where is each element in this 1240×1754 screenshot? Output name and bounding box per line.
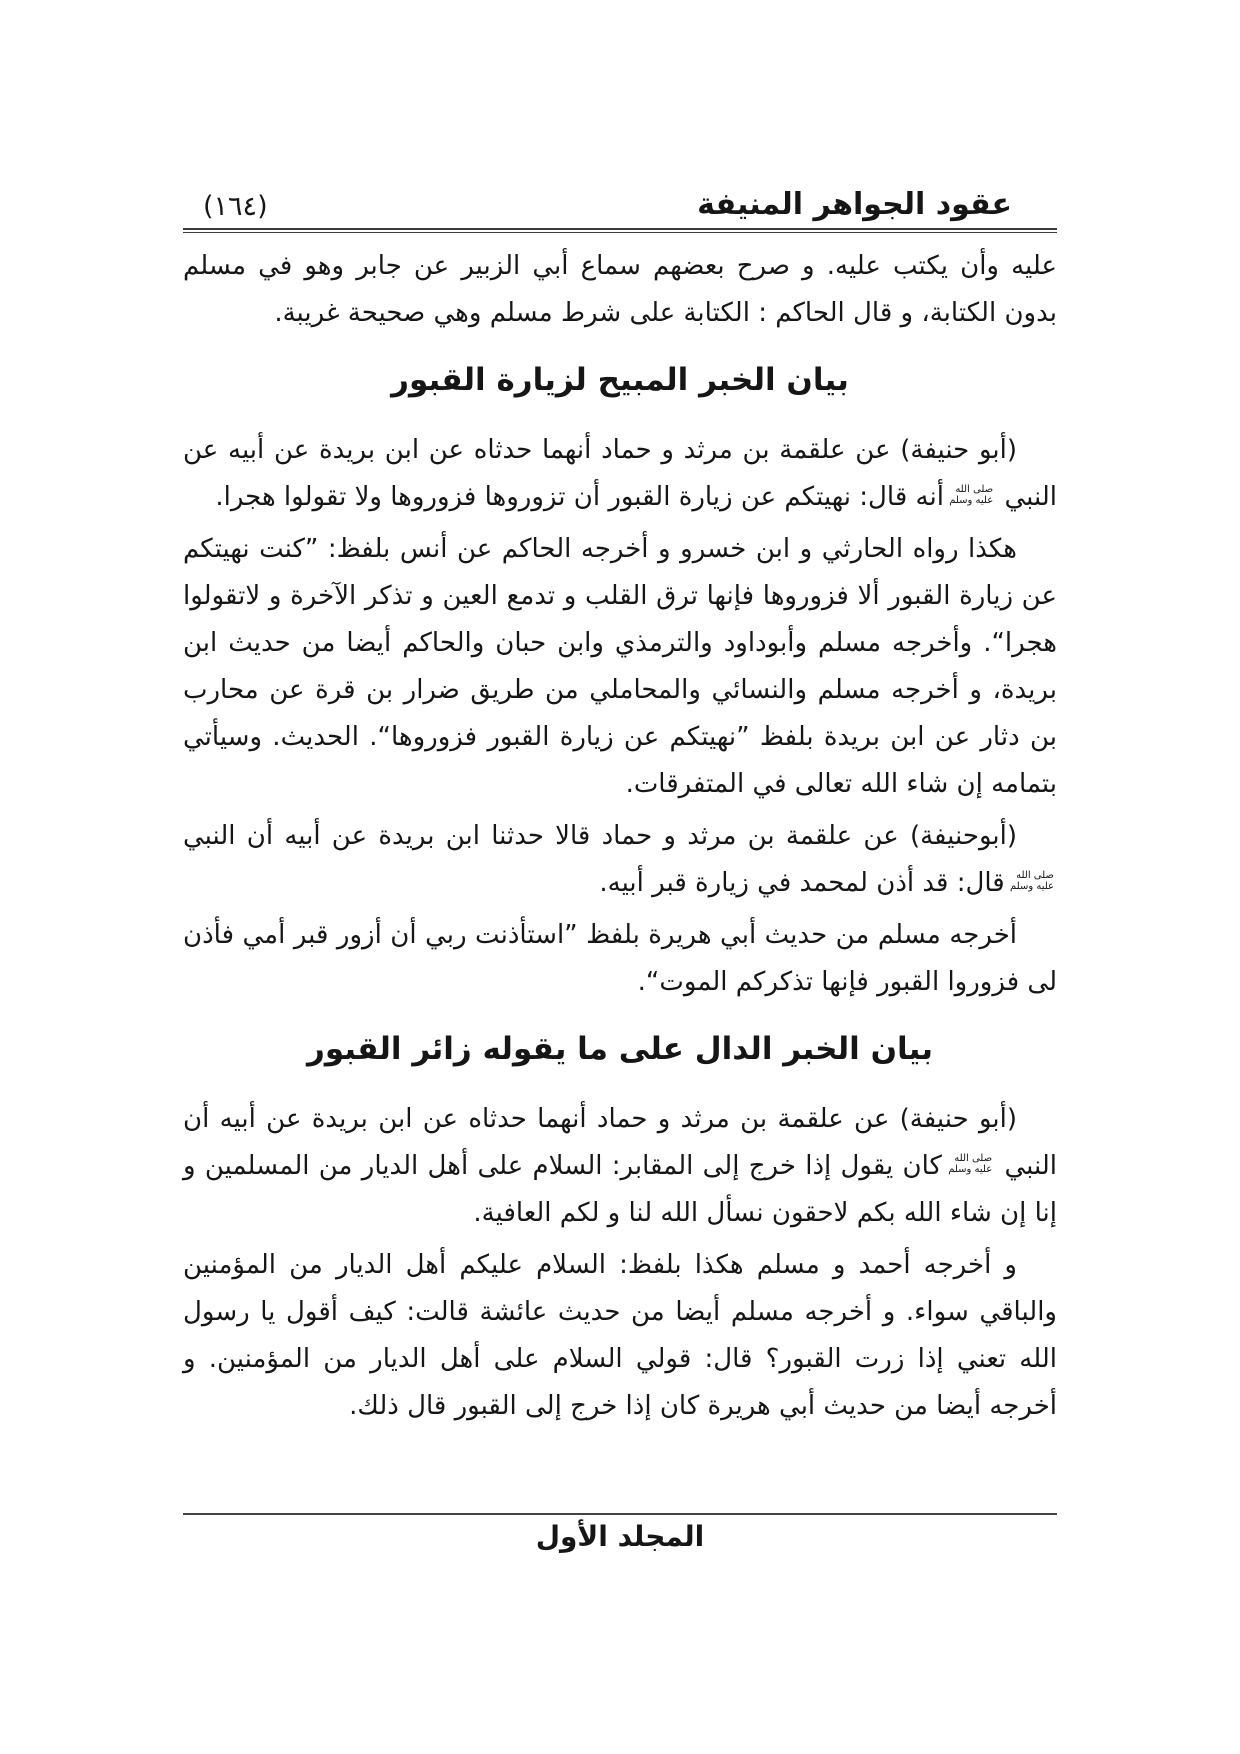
honorific-saw-icon: صلى الله عليه وسلم (949, 483, 994, 506)
volume-label: المجلد الأول (535, 1520, 705, 1553)
footer-rule (183, 1513, 1057, 1515)
page-header (183, 160, 1057, 228)
body-paragraph: (أبوحنيفة) عن علقمة بن مرثد و حماد قالا حدثنا ابن بريدة عن أبيه أن النبي صلى الله عليه وسلم قال: قد أذن لمحمد في زيارة قبر أبيه. (183, 821, 1054, 898)
header-rule (183, 228, 1057, 233)
section-heading: بيان الخبر الدال على ما يقوله زائر القبور (307, 1031, 933, 1067)
body-paragraph: و أخرجه أحمد و مسلم هكذا بلفظ: السلام عليكم أهل الديار من المؤمنين والباقي سواء. و أخرجه مسلم أيضا من حديث عائشة قالت: كيف أقول يا رسول الله تعني إذا زرت القبور؟ قال: قولي السلام على أهل الديار من المؤمنين. و أخرجه أيضا من حديث أبي هريرة كان إذا خرج إلى القبور قال ذلك. (183, 1250, 1057, 1421)
page-body (183, 243, 1057, 1435)
body-paragraph: أخرجه مسلم من حديث أبي هريرة بلفظ ”استأذنت ربي أن أزور قبر أمي فأذن لى فزوروا القبور فإنها تذكركم الموت“. (183, 920, 1057, 997)
body-paragraph: عليه وأن يكتب عليه. و صرح بعضهم سماع أبي الزبير عن جابر وهو في مسلم بدون الكتابة، و قال الحاكم : الكتابة على شرط مسلم وهي صحيحة غريبة. (183, 251, 1057, 328)
section-heading: بيان الخبر المبيح لزيارة القبور (391, 362, 849, 398)
body-paragraph: (أبو حنيفة) عن علقمة بن مرثد و حماد أنهما حدثاه عن ابن بريدة عن أبيه أن النبي صلى الله عليه وسلم كان يقول إذا خرج إلى المقابر: السلام على أهل الديار من المسلمين و إنا إن شاء الله بكم لاحقون نسأل الله لنا و لكم العافية. (183, 1104, 1057, 1228)
honorific-saw-icon: صلى الله عليه وسلم (1009, 869, 1054, 892)
body-paragraph: (أبو حنيفة) عن علقمة بن مرثد و حماد أنهما حدثاه عن ابن بريدة عن أبيه عن النبي صلى الله عليه وسلم أنه قال: نهيتكم عن زيارة القبور أن تزوروها فزوروها ولا تقولوا هجرا. (183, 435, 1057, 512)
honorific-saw-icon: صلى الله عليه وسلم (948, 1152, 993, 1175)
book-title: عقود الجواهر المنيفة (697, 187, 1012, 222)
body-paragraph: هكذا رواه الحارثي و ابن خسرو و أخرجه الحاكم عن أنس بلفظ: ”كنت نهيتكم عن زيارة القبور ألا فزوروها فإنها ترق القلب و تدمع العين و تذكر الآخرة و لاتقولوا هجرا“. وأخرجه مسلم وأبوداود والترمذي وابن حبان والحاكم أيضا من حديث ابن بريدة، و أخرجه مسلم والنسائي والمحاملي من طريق ضرار بن قرة عن محارب بن دثار عن ابن بريدة بلفظ ”نهيتكم عن زيارة القبور فزوروها“. الحديث. وسيأتي بتمامه إن شاء الله تعالى في المتفرقات. (183, 534, 1057, 799)
page-number: (١٦٤) (203, 191, 268, 222)
